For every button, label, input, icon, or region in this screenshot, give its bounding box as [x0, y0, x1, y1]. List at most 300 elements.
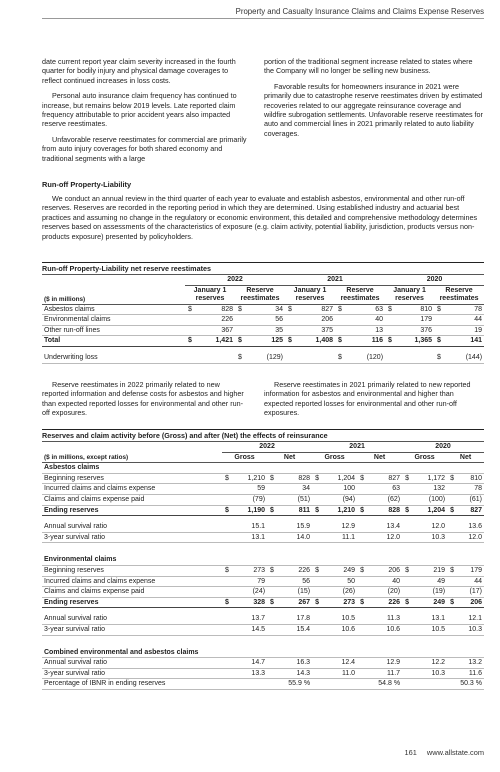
table-cell: 375	[295, 325, 335, 336]
currency-symbol	[267, 668, 277, 679]
table-cell: (19)	[412, 587, 447, 598]
table-cell: 14.3	[277, 668, 312, 679]
page-number: 161	[404, 748, 417, 757]
table-cell: 50.3 %	[457, 679, 484, 690]
currency-symbol: $	[357, 473, 367, 484]
table-row	[42, 522, 484, 532]
currency-symbol	[357, 532, 367, 543]
table-row	[42, 679, 484, 690]
row-label: Environmental claims	[42, 315, 185, 326]
table-row	[42, 484, 484, 495]
runoff-paragraph: We conduct an annual review in the third quarter of each year to evaluate and establish asbestos, environmental and other run-off reserves. Reserves are recorded in the reporting period in which they are determined. Using established industry and actuarial best practices and assuming no change in the regulatory or economic environment, this detailed and comprehensive methodology determines reserves based on assessments of the characteristics of exposure (e.g. claim activity, potential liability, jurisdiction, products versus non-products exposure) presented by policyholders.	[42, 194, 478, 241]
table-cell: 13.6	[457, 522, 484, 532]
currency-symbol	[267, 576, 277, 587]
currency-symbol	[357, 679, 367, 690]
table-cell: 10.5	[322, 614, 357, 624]
currency-symbol	[312, 614, 322, 624]
currency-symbol	[312, 668, 322, 679]
table-cell: 12.0	[457, 532, 484, 543]
table-cell: 63	[367, 484, 402, 495]
currency-symbol	[447, 624, 457, 635]
table-cell: 828	[277, 473, 312, 484]
paragraph: portion of the traditional segment increase related to states where the Company will no longer be selling new business.	[264, 57, 473, 76]
column-header: Net	[267, 452, 312, 463]
currency-symbol	[357, 668, 367, 679]
currency-symbol: $	[185, 336, 195, 347]
table-cell: 828	[367, 505, 402, 516]
table-cell: 1,204	[322, 473, 357, 484]
currency-symbol: $	[402, 565, 412, 576]
currency-symbol	[447, 532, 457, 543]
table-cell: (17)	[457, 587, 484, 598]
table-cell: 44	[444, 315, 484, 326]
reinsurance-effects-table	[42, 429, 484, 690]
currency-symbol: $	[267, 565, 277, 576]
table-cell: (129)	[245, 353, 285, 363]
page-footer	[397, 748, 485, 757]
table-cell: 1,408	[295, 336, 335, 347]
table-cell: 78	[457, 484, 484, 495]
table-cell: 13.4	[367, 522, 402, 532]
currency-symbol	[434, 315, 444, 326]
currency-symbol	[385, 353, 395, 363]
table-cell: 206	[457, 597, 484, 608]
currency-symbol	[312, 522, 322, 532]
currency-symbol: $	[434, 304, 444, 315]
currency-symbol	[267, 484, 277, 495]
table-cell: 11.1	[322, 532, 357, 543]
table-cell: (15)	[277, 587, 312, 598]
table-cell: (100)	[412, 494, 447, 505]
paragraph: Personal auto insurance claim frequency has continued to increase, but remains below 2019 levels. Late reported claim frequency attributable to prior accident years also impacted reserve reestimates.	[42, 91, 237, 129]
currency-symbol	[222, 658, 232, 669]
section-title: Asbestos claims	[42, 463, 484, 474]
currency-symbol: $	[312, 473, 322, 484]
table-row	[42, 325, 484, 336]
table-row	[42, 473, 484, 484]
table-cell: 12.2	[412, 658, 447, 669]
table-cell: 1,210	[322, 505, 357, 516]
column-header: Net	[447, 452, 484, 463]
currency-symbol	[285, 315, 295, 326]
table-cell: 810	[395, 304, 434, 315]
row-label: Percentage of IBNR in ending reserves	[42, 679, 222, 690]
currency-symbol	[402, 587, 412, 598]
currency-symbol	[402, 532, 412, 543]
paragraph: date current report year claim severity increased in the fourth quarter for bodily injury and physical damage coverages to reflect continued increases in loss costs.	[42, 57, 236, 85]
table-cell: (61)	[457, 494, 484, 505]
currency-symbol	[447, 679, 457, 690]
currency-symbol	[335, 315, 345, 326]
currency-symbol	[447, 658, 457, 669]
currency-symbol: $	[235, 304, 245, 315]
table-row	[42, 614, 484, 624]
table-row	[42, 494, 484, 505]
currency-symbol	[312, 679, 322, 690]
currency-symbol	[222, 522, 232, 532]
year-label: 2022	[222, 442, 312, 452]
table-cell: 10.3	[457, 624, 484, 635]
currency-symbol	[357, 587, 367, 598]
table-cell: 12.0	[412, 522, 447, 532]
table-row	[42, 353, 484, 363]
column-header: Gross	[312, 452, 357, 463]
unit-label: ($ in millions, except ratios)	[42, 452, 222, 463]
spacer-row	[42, 635, 484, 648]
currency-symbol	[222, 668, 232, 679]
table-row	[42, 658, 484, 669]
column-header: January 1 reserves	[285, 285, 335, 304]
mid-right-paragraph	[264, 380, 484, 424]
year-header-row	[42, 275, 484, 285]
table-row	[42, 336, 484, 347]
currency-symbol: $	[385, 304, 395, 315]
table-cell	[232, 679, 267, 690]
year-label: 2020	[385, 275, 484, 285]
currency-symbol: $	[357, 565, 367, 576]
spacer-row	[42, 543, 484, 556]
table-row	[42, 565, 484, 576]
section-header-row	[42, 463, 484, 474]
table-cell: 206	[295, 315, 335, 326]
currency-symbol: $	[385, 336, 395, 347]
table-cell: (94)	[322, 494, 357, 505]
table-cell: 10.6	[367, 624, 402, 635]
table-cell: 40	[345, 315, 385, 326]
currency-symbol: $	[357, 505, 367, 516]
section-header-row	[42, 555, 484, 565]
table-cell	[322, 679, 357, 690]
table-cell: 78	[444, 304, 484, 315]
table-cell: 63	[345, 304, 385, 315]
currency-symbol	[222, 494, 232, 505]
section-header-row	[42, 648, 484, 658]
table-cell: 116	[345, 336, 385, 347]
table-cell: 12.1	[457, 614, 484, 624]
row-label: Annual survival ratio	[42, 614, 222, 624]
table-cell	[412, 679, 447, 690]
table-cell: 12.9	[322, 522, 357, 532]
currency-symbol: $	[434, 336, 444, 347]
table-cell: 827	[367, 473, 402, 484]
table-cell: 11.3	[367, 614, 402, 624]
table-cell: 810	[457, 473, 484, 484]
table-cell: (20)	[367, 587, 402, 598]
currency-symbol	[312, 532, 322, 543]
year-label: 2021	[285, 275, 385, 285]
currency-symbol: $	[235, 353, 245, 363]
currency-symbol	[312, 624, 322, 635]
row-label: Beginning reserves	[42, 565, 222, 576]
row-label: Annual survival ratio	[42, 658, 222, 669]
table-row	[42, 597, 484, 608]
unit-label: ($ in millions)	[42, 285, 185, 304]
table-cell: 273	[232, 565, 267, 576]
table-cell: 827	[295, 304, 335, 315]
currency-symbol: $	[267, 473, 277, 484]
table-cell: 15.9	[277, 522, 312, 532]
table-cell: 59	[232, 484, 267, 495]
currency-symbol: $	[185, 304, 195, 315]
currency-symbol	[402, 484, 412, 495]
currency-symbol: $	[285, 336, 295, 347]
column-header: Gross	[402, 452, 447, 463]
currency-symbol: $	[335, 304, 345, 315]
column-header: Reserve reestimates	[434, 285, 484, 304]
currency-symbol	[357, 494, 367, 505]
currency-symbol	[235, 315, 245, 326]
currency-symbol	[402, 624, 412, 635]
column-header: Gross	[222, 452, 267, 463]
section-title: Environmental claims	[42, 555, 484, 565]
table-cell: 15.1	[232, 522, 267, 532]
table-row	[42, 532, 484, 543]
column-header-row	[42, 452, 484, 463]
currency-symbol	[335, 325, 345, 336]
currency-symbol: $	[235, 336, 245, 347]
row-label: Incurred claims and claims expense	[42, 576, 222, 587]
table-cell: 11.6	[457, 668, 484, 679]
currency-symbol	[402, 658, 412, 669]
currency-symbol: $	[447, 565, 457, 576]
table-cell	[395, 353, 434, 363]
currency-symbol	[357, 658, 367, 669]
currency-symbol	[357, 614, 367, 624]
currency-symbol	[385, 315, 395, 326]
table-cell: 226	[367, 597, 402, 608]
table-cell: 14.7	[232, 658, 267, 669]
table-cell: 226	[195, 315, 235, 326]
table-cell: 273	[322, 597, 357, 608]
table-cell: 56	[245, 315, 285, 326]
paragraph: Favorable results for homeowners insurance in 2021 were primarily due to catastrophe reserve reestimates driven by estimated recoveries related to our aggregate reinsurance coverage and wildfire subrogation settlements. Unfavorable reserve reestimates for auto and commercial lines in 2021 primarily related to auto liability coverages.	[264, 81, 483, 138]
table-cell: 828	[195, 304, 235, 315]
currency-symbol	[222, 576, 232, 587]
currency-symbol: $	[335, 353, 345, 363]
table-cell: 1,190	[232, 505, 267, 516]
table-cell: (24)	[232, 587, 267, 598]
table-cell: 49	[412, 576, 447, 587]
currency-symbol	[447, 484, 457, 495]
currency-symbol: $	[222, 565, 232, 576]
table-cell: 44	[457, 576, 484, 587]
table-cell: 12.4	[322, 658, 357, 669]
row-label: 3-year survival ratio	[42, 532, 222, 543]
header-rule	[42, 18, 484, 19]
table-cell: 811	[277, 505, 312, 516]
column-header: January 1 reserves	[185, 285, 235, 304]
row-label: Beginning reserves	[42, 473, 222, 484]
table-cell: 34	[277, 484, 312, 495]
currency-symbol: $	[222, 505, 232, 516]
section-heading: Run-off Property-Liability	[42, 180, 132, 189]
table-cell	[195, 353, 235, 363]
currency-symbol: $	[447, 597, 457, 608]
currency-symbol	[447, 522, 457, 532]
table-cell: 376	[395, 325, 434, 336]
table-cell: 11.0	[322, 668, 357, 679]
table-cell: 15.4	[277, 624, 312, 635]
table-cell: (144)	[444, 353, 484, 363]
row-label: Asbestos claims	[42, 304, 185, 315]
year-label: 2022	[185, 275, 285, 285]
currency-symbol	[285, 353, 295, 363]
table-cell: (26)	[322, 587, 357, 598]
currency-symbol: $	[222, 473, 232, 484]
currency-symbol	[222, 484, 232, 495]
table-cell: 50	[322, 576, 357, 587]
table-row	[42, 624, 484, 635]
currency-symbol	[222, 679, 232, 690]
column-header: Net	[357, 452, 402, 463]
row-label: Claims and claims expense paid	[42, 587, 222, 598]
currency-symbol	[222, 624, 232, 635]
currency-symbol	[447, 587, 457, 598]
currency-symbol	[402, 494, 412, 505]
currency-symbol	[434, 325, 444, 336]
row-label: Ending reserves	[42, 505, 222, 516]
year-label: 2020	[402, 442, 484, 452]
currency-symbol	[222, 614, 232, 624]
row-label: Underwriting loss	[42, 353, 185, 363]
currency-symbol	[447, 494, 457, 505]
table-cell: 19	[444, 325, 484, 336]
intro-left-column	[42, 57, 248, 169]
table-cell: 55.9 %	[277, 679, 312, 690]
row-label: Claims and claims expense paid	[42, 494, 222, 505]
table-cell: 179	[457, 565, 484, 576]
column-header-row	[42, 285, 484, 304]
currency-symbol: $	[312, 505, 322, 516]
table-cell: 34	[245, 304, 285, 315]
currency-symbol	[447, 668, 457, 679]
currency-symbol: $	[402, 473, 412, 484]
runoff-reestimates-table	[42, 262, 484, 364]
table-cell: 12.0	[367, 532, 402, 543]
column-header: Reserve reestimates	[335, 285, 385, 304]
currency-symbol	[267, 658, 277, 669]
currency-symbol	[402, 576, 412, 587]
paragraph: Reserve reestimates in 2021 primarily related to new reported information for asbestos and environmental and higher than expected reported losses for environmental and other run-off exposures.	[264, 380, 471, 418]
table-cell: 10.3	[412, 532, 447, 543]
currency-symbol	[447, 614, 457, 624]
currency-symbol: $	[312, 565, 322, 576]
website-link[interactable]: www.allstate.com	[426, 748, 484, 757]
currency-symbol	[222, 587, 232, 598]
table-cell: 219	[412, 565, 447, 576]
year-header-row	[42, 442, 484, 452]
table-cell: 35	[245, 325, 285, 336]
currency-symbol	[185, 353, 195, 363]
currency-symbol	[357, 522, 367, 532]
row-label: Annual survival ratio	[42, 522, 222, 532]
currency-symbol	[267, 494, 277, 505]
column-header: Reserve reestimates	[235, 285, 285, 304]
currency-symbol: $	[357, 597, 367, 608]
table-row	[42, 668, 484, 679]
currency-symbol: $	[222, 597, 232, 608]
table-cell: 267	[277, 597, 312, 608]
table-cell: 132	[412, 484, 447, 495]
currency-symbol	[447, 576, 457, 587]
table-cell: 1,210	[232, 473, 267, 484]
table-cell: 10.3	[412, 668, 447, 679]
currency-symbol	[185, 325, 195, 336]
table-cell: 249	[322, 565, 357, 576]
currency-symbol	[222, 532, 232, 543]
table-cell: 10.5	[412, 624, 447, 635]
currency-symbol: $	[267, 597, 277, 608]
table-cell: 56	[277, 576, 312, 587]
table-cell: 1,421	[195, 336, 235, 347]
currency-symbol	[312, 587, 322, 598]
table-row	[42, 587, 484, 598]
currency-symbol	[267, 624, 277, 635]
row-label: Incurred claims and claims expense	[42, 484, 222, 495]
currency-symbol	[267, 532, 277, 543]
row-label: Other run-off lines	[42, 325, 185, 336]
intro-right-column	[264, 57, 484, 144]
currency-symbol: $	[312, 597, 322, 608]
table-cell: 13.1	[412, 614, 447, 624]
paragraph: Reserve reestimates in 2022 primarily related to new reported information and defense costs for asbestos and higher than expected reported losses for environmental and other run-off exposures.	[42, 380, 244, 418]
table-cell: 12.9	[367, 658, 402, 669]
table-cell: 249	[412, 597, 447, 608]
currency-symbol: $	[447, 505, 457, 516]
currency-symbol	[357, 624, 367, 635]
table-cell: 367	[195, 325, 235, 336]
currency-symbol	[185, 315, 195, 326]
currency-symbol	[402, 522, 412, 532]
table-cell	[295, 353, 335, 363]
section-title: Combined environmental and asbestos claims	[42, 648, 484, 658]
row-label: Total	[42, 336, 185, 347]
table-cell: 179	[395, 315, 434, 326]
table-cell: 125	[245, 336, 285, 347]
currency-symbol: $	[285, 304, 295, 315]
table-cell: 13.7	[232, 614, 267, 624]
table-cell: 13.3	[232, 668, 267, 679]
currency-symbol	[402, 668, 412, 679]
table-cell: 1,172	[412, 473, 447, 484]
table-cell: 14.0	[277, 532, 312, 543]
table-cell: 827	[457, 505, 484, 516]
currency-symbol	[312, 658, 322, 669]
currency-symbol	[385, 325, 395, 336]
currency-symbol	[402, 679, 412, 690]
table-cell: (79)	[232, 494, 267, 505]
row-label: 3-year survival ratio	[42, 624, 222, 635]
currency-symbol	[312, 576, 322, 587]
paragraph: Unfavorable reserve reestimates for commercial are primarily from auto injury coverages for both shared economy and traditional segments with a large	[42, 134, 247, 163]
currency-symbol: $	[335, 336, 345, 347]
table-cell: 16.3	[277, 658, 312, 669]
currency-symbol: $	[402, 597, 412, 608]
currency-symbol	[267, 614, 277, 624]
currency-symbol	[402, 614, 412, 624]
table-cell: 54.8 %	[367, 679, 402, 690]
currency-symbol	[235, 325, 245, 336]
table-cell: 226	[277, 565, 312, 576]
table-cell: (62)	[367, 494, 402, 505]
table-cell: 10.6	[322, 624, 357, 635]
table-cell: 13	[345, 325, 385, 336]
table-cell: 79	[232, 576, 267, 587]
table-row	[42, 315, 484, 326]
table-cell: 141	[444, 336, 484, 347]
table-row	[42, 576, 484, 587]
row-label: 3-year survival ratio	[42, 668, 222, 679]
